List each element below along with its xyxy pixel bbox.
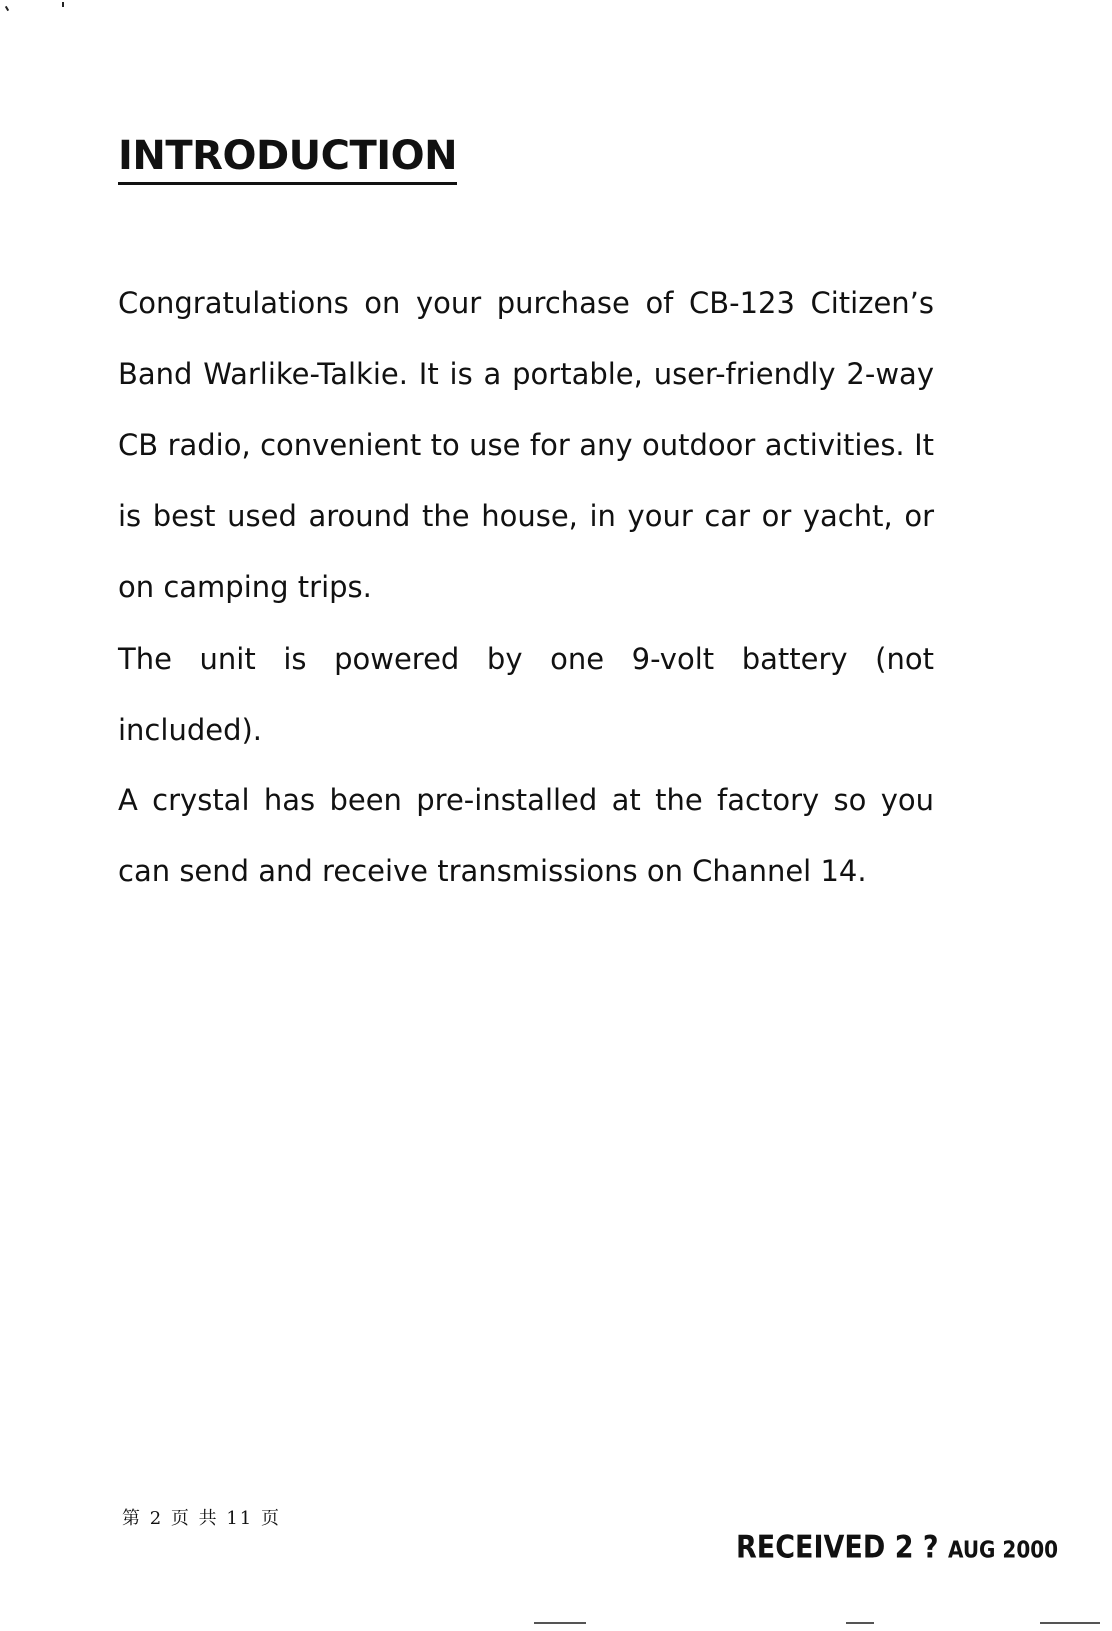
crystal-paragraph: A crystal has been pre-installed at the factory so you can send and receive transmissions on Channel 14. — [118, 783, 934, 888]
received-stamp-month-year: AUG 2000 — [947, 1535, 1059, 1564]
scan-edge-line — [846, 1622, 874, 1624]
scan-speck — [62, 2, 64, 7]
page-title: INTRODUCTION — [118, 132, 457, 185]
scan-edge-line — [1040, 1622, 1100, 1624]
intro-paragraph: Congratulations on your purchase of CB-123 Citizen’s Band Warlike-Talkie. It is a portable, user-friendly 2-way CB radio, convenient to use for any outdoor activities. It is best used around the house, in your car or yacht, or on camping trips. — [118, 286, 934, 604]
scan-edge-line — [534, 1622, 586, 1624]
received-stamp — [736, 1530, 1058, 1566]
page-number: 第 2 页 共 11 页 — [122, 1508, 281, 1529]
scan-speck — [5, 6, 9, 11]
received-stamp-day: 2 ? — [894, 1530, 948, 1566]
received-stamp-label: RECEIVED — [736, 1530, 886, 1566]
battery-paragraph: The unit is powered by one 9-volt battery (not included). — [118, 642, 934, 747]
